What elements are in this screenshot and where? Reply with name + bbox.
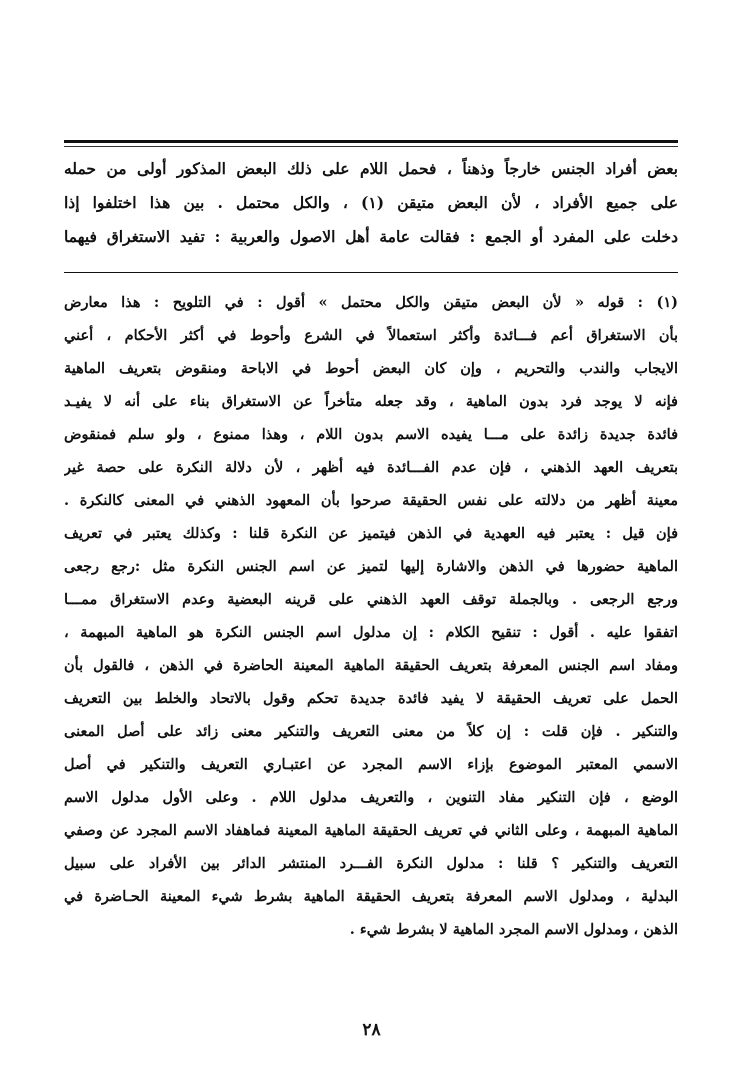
footnote-line: بأن الاستغراق أعم فـــائدة وأكثر استعمالاً في الشرع وأحوط في أكثر الأحكام ، أعني [64,327,678,344]
footnote-line: الايجاب والندب والتحريم ، وإن كان البعض أحوط في الاباحة ومنقوض بتعريف الماهية [64,360,678,377]
footnote-line: الحمل على تعريف الحقيقة لا يفيد فائدة جديدة تحكم وقول بالاتحاد والخلط بين التعريف [64,690,678,707]
footnote-line: فإن قيل : يعتبر فيه العهدية في الذهن فيتميز عن النكرة قلنا : وكذلك يعتبر في تعريف [64,525,678,542]
footnote-line: الوضع ، فإن التنكير مفاد التنوين ، والتعريف مدلول اللام . وعلى الأول مدلول الاسم [64,789,678,806]
footnote-line: والتنكير . فإن قلت : إن كلاً من معنى التعريف والتنكير معنى زائد على أصل المعنى [64,723,678,740]
footnote-line: ومفاد اسم الجنس المعرفة بتعريف الحقيقة الماهية المعينة الحاضرة في الذهن ، فالقول بأن [64,657,678,674]
top-rule [64,140,678,143]
footnote-line: الذهن ، ومدلول الاسم المجرد الماهية لا بشرط شيء . [349,921,678,938]
footnote-line: البدلية ، ومدلول الاسم المعرفة بتعريف الحقيقة الماهية بشرط شيء المعينة الحـاضرة في [64,888,678,905]
footnote-line: فإنه لا يوجد فرد بدون الماهية ، وقد جعله متأخراً عن الاستغراق بناء على أنه لا يفيـد [64,393,678,410]
footnote-line: معينة أظهر من دلالته على نفس الحقيقة صرحوا بأن المعهود الذهني في المعنى كالنكرة . [64,492,678,509]
footnote-line: التعريف والتنكير ؟ قلنا : مدلول النكرة الفـــرد المنتشر الدائر بين الأفراد على سبيل [64,855,678,872]
footnote-line: فائدة جديدة زائدة على مـــا يفيده الاسم بدون اللام ، وهذا ممنوع ، ولو سلم فمنقوض [64,426,678,443]
footnote-line: الاسمي المعتبر الموضوع بإزاء الاسم المجرد عن اعتبـاري التعريف والتنكير في أصل [64,756,678,773]
footnote-line: بتعريف العهد الذهني ، فإن عدم الفـــائدة فيه أظهر ، لأن دلالة النكرة على حصة غير [64,459,678,476]
footnote-line: (١) : قوله « لأن البعض متيقن والكل محتمل » أقول : في التلويح : هذا معارض [64,294,678,311]
page-number: ٢٨ [362,1020,381,1040]
footnote-line: الماهية المبهمة ، وعلى الثاني في تعريف الحقيقة الماهية المعينة فماهفاد الاسم المجرد عن وصفي [64,822,678,839]
footnote-block [64,286,678,946]
footnote-line: ورجع الرجعى . وبالجملة توقف العهد الذهني على قرينه البعضية وعدم الاستغراق ممـــا [64,591,678,608]
footnote-separator [64,272,678,273]
footnote-line: الماهية حضورها في الذهن والاشارة إليها لتميز عن اسم الجنس النكرة مثل :رجع رجعى [64,558,678,575]
main-line: بعض أفراد الجنس خارجاً وذهناً ، فحمل اللام على ذلك البعض المذكور أولى من حمله [64,159,678,178]
footnote-line: اتفقوا عليه . أقول : تنقيح الكلام : إن مدلول اسم الجنس النكرة هو الماهية المبهمة ، [64,624,678,641]
main-text-block [64,152,678,254]
main-line: دخلت على المفرد أو الجمع : فقالت عامة أهل الاصول والعربية : تفيد الاستغراق فيهما [64,227,678,246]
main-line: على جميع الأفراد ، لأن البعض متيقن (١) ، والكل محتمل . بين هذا اختلفوا إذا [64,193,678,212]
